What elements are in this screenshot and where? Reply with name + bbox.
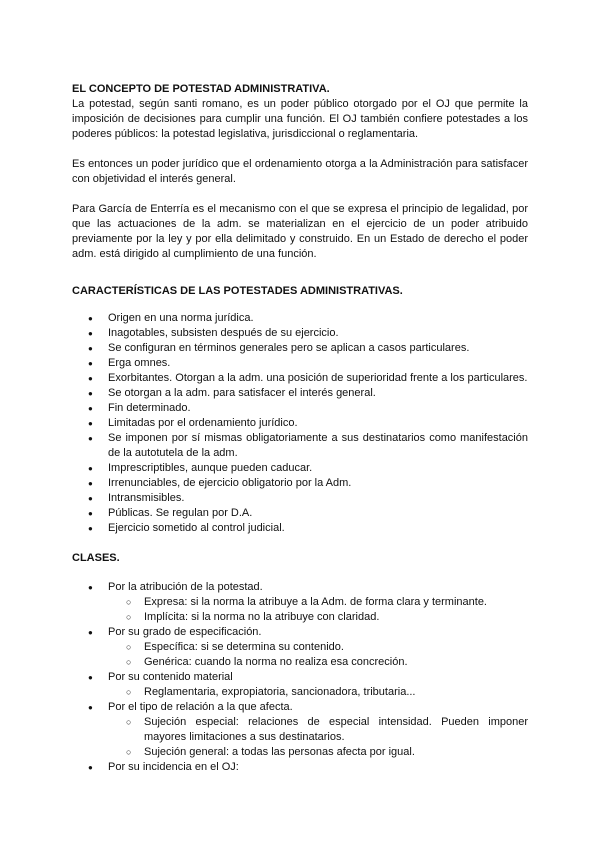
list-item: ● Se configuran en términos generales pero se aplican a casos particulares. xyxy=(72,341,528,356)
clase-label: Por la atribución de la potestad. xyxy=(108,581,263,593)
list-item: ● Fin determinado. xyxy=(72,401,528,416)
list-item: ● Exorbitantes. Otorgan a la adm. una posición de superioridad frente a los particulares. xyxy=(72,371,528,386)
list-item xyxy=(72,580,528,625)
clase-sublist xyxy=(108,640,528,670)
sub-list-item: ○ Reglamentaria, expropiatoria, sancionadora, tributaria... xyxy=(108,685,528,700)
list-item: ● Se imponen por sí mismas obligatoriamente a sus destinatarios como manifestación de la autotutela de la adm. xyxy=(72,431,528,461)
sub-list-item: ○ Implícita: si la norma no la atribuye con claridad. xyxy=(108,610,528,625)
clase-sublist xyxy=(108,595,528,625)
sub-list-item: ○ Sujeción especial: relaciones de especial intensidad. Pueden imponer mayores limitaciones a sus destinatarios. xyxy=(108,715,528,745)
heading-concepto: EL CONCEPTO DE POTESTAD ADMINISTRATIVA. xyxy=(72,83,330,95)
paragraph-1: La potestad, según santi romano, es un poder público otorgado por el OJ que permite la imposición de decisiones para cumplir una función. El OJ también confiere potestades a los poderes públicos: la potestad legislativa, jurisdiccional o reglamentaria. xyxy=(72,98,528,140)
list-item: ● Irrenunciables, de ejercicio obligatorio por la Adm. xyxy=(72,476,528,491)
list-item: ● Inagotables, subsisten después de su ejercicio. xyxy=(72,326,528,341)
clases-list xyxy=(72,580,528,775)
list-item: ● Erga omnes. xyxy=(72,356,528,371)
clase-sublist xyxy=(108,715,528,760)
list-item: ● Origen en una norma jurídica. xyxy=(72,311,528,326)
clase-sublist xyxy=(108,685,528,700)
clase-label: Por su grado de especificación. xyxy=(108,626,262,638)
list-item: ● Imprescriptibles, aunque pueden caducar. xyxy=(72,461,528,476)
paragraph-2: Es entonces un poder jurídico que el ordenamiento otorga a la Administración para satisfacer con objetividad el interés general. xyxy=(72,158,528,185)
list-item xyxy=(72,625,528,670)
clase-label: Por el tipo de relación a la que afecta. xyxy=(108,701,293,713)
list-item xyxy=(72,760,528,775)
sub-list-item: ○ Sujeción general: a todas las personas afecta por igual. xyxy=(108,745,528,760)
list-item: ● Públicas. Se regulan por D.A. xyxy=(72,506,528,521)
list-item: ● Intransmisibles. xyxy=(72,491,528,506)
caracteristicas-list xyxy=(72,311,528,536)
sub-list-item: ○ Genérica: cuando la norma no realiza esa concreción. xyxy=(108,655,528,670)
paragraph-3: Para García de Enterría es el mecanismo con el que se expresa el principio de legalidad, por que las actuaciones de la adm. se materializan en el ejercicio de un poder atribuido previamente por la ley y por ella delimitado y construido. En un Estado de derecho el poder adm. está dirigido al cumplimiento de una función. xyxy=(72,203,528,260)
list-item xyxy=(72,670,528,700)
list-item: ● Se otorgan a la adm. para satisfacer el interés general. xyxy=(72,386,528,401)
list-item: ● Limitadas por el ordenamiento jurídico. xyxy=(72,416,528,431)
list-item xyxy=(72,700,528,760)
clase-label: Por su incidencia en el OJ: xyxy=(108,761,239,773)
heading-clases: CLASES. xyxy=(72,552,120,564)
list-item: ● Ejercicio sometido al control judicial. xyxy=(72,521,528,536)
heading-caracteristicas: CARACTERÍSTICAS DE LAS POTESTADES ADMINISTRATIVAS. xyxy=(72,285,403,297)
sub-list-item: ○ Expresa: si la norma la atribuye a la Adm. de forma clara y terminante. xyxy=(108,595,528,610)
clase-label: Por su contenido material xyxy=(108,671,233,683)
sub-list-item: ○ Específica: si se determina su contenido. xyxy=(108,640,528,655)
